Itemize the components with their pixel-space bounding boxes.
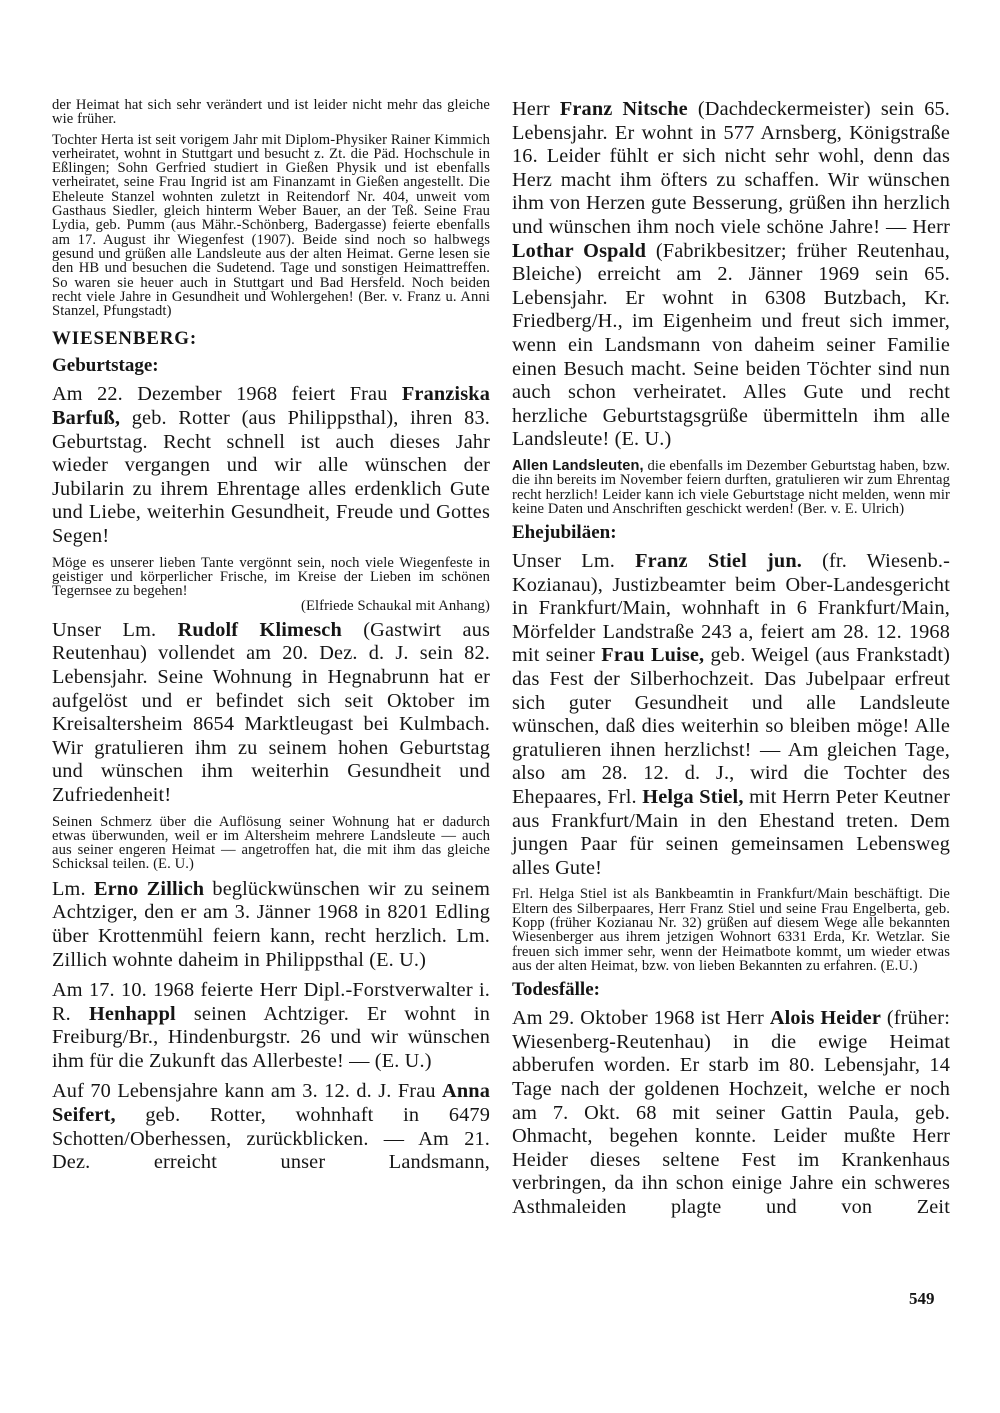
section-heading xyxy=(52,355,490,377)
text-run: beglückwünschen wir zu seinem Achtziger, den er am 3. Jänner 1968 in 8201 Edling über Krottenmühl feiern kann, recht herzlich. Lm. Zillich wohnte daheim in Philippsthal (E. U.) xyxy=(52,877,491,971)
section-heading xyxy=(52,328,490,350)
paragraph xyxy=(52,878,490,972)
text-run: Am 17. 10. 1968 feierte Herr Dipl.-Forstverwalter i. R. xyxy=(52,979,490,1025)
paragraph xyxy=(512,98,950,452)
name-highlight: Erno Zillich xyxy=(93,877,205,900)
text-run: Unser Lm. xyxy=(512,550,636,573)
signature: (Elfriede Schaukal mit Anhang) xyxy=(300,597,490,614)
page-number: 549 xyxy=(909,1289,935,1308)
name-highlight: Allen Landsleuten, xyxy=(512,457,644,474)
name-highlight: Franz Stiel jun. xyxy=(635,550,802,573)
text-run: (Gastwirt aus Reutenhau) vollendet am 20. Dez. d. J. sein 82. Lebensjahr. Seine Wohnung in Hegnabrunn hat er aufgelöst und er befindet sich seit Oktober im Kreisaltersheim 8654 Marktleugast bei Kulmbach. Wir gratulieren ihm zu seinem hohen Geburtstag und wünschen ihm weiterhin Gesundheit und Zufriedenheit! xyxy=(52,618,491,806)
name-highlight: Franziska Barfuß, xyxy=(52,383,490,430)
text-run: Lm. xyxy=(52,877,94,900)
text-run: Tochter Herta ist seit vorigem Jahr mit Diplom-Physiker Rainer Kimmich verheiratet, wohnt in Stuttgart und besucht z. Zt. die Päd. Hochschule in Eßlingen; Sohn Gerfried studiert in Gießen Physik und ist ebenfalls verheiratet, seine Frau Ingrid ist am Finanzamt in Gießen angestellt. Die Eheleute Stanzel wohnten zuletzt in Reitendorf Nr. 404, unweit vom Gasthaus Siedler, gleich hinterm Weber Bauer, an der Teß. Seine Frau Lydia, geb. Pumm (aus Mähr.-Schönberg, Badergasse) feierte ebenfalls am 17. August ihr Wiegenfest (1907). Beide sind noch so halbwegs gesund und grüßen alle Landsleute aus der alten Heimat. Gerne lesen sie den HB und besuchen die Sudetend. Tage und sonstigen Heimattreffen. So waren sie heuer auch in Stuttgart und Bad Hersfeld. Noch beiden recht viele Jahre in Gesundheit und Wohlergehen! (Ber. v. Franz u. Anni Stanzel, Pfungstadt) xyxy=(52,131,490,320)
paragraph xyxy=(52,619,490,808)
text-run: Unser Lm. xyxy=(52,618,178,641)
text-run: Seinen Schmerz über die Auflösung seiner Wohnung hat er dadurch etwas überwunden, weil er im Altersheim mehrere Landsleute — auch aus seiner engeren Heimat — angetroffen hat, die mit ihm das gleiche Schicksal teilen. (E. U.) xyxy=(52,813,490,873)
small-paragraph xyxy=(52,133,490,319)
text-run: Ehejubiläen: xyxy=(512,522,617,544)
paragraph xyxy=(512,550,950,880)
left-column xyxy=(52,98,490,1182)
text-run: Frl. Helga Stiel ist als Bankbeamtin in Frankfurt/Main beschäftigt. Die Eltern des Silberpaares, Herr Franz Stiel und seine Frau Engelberta, geb. Kopp (früher Kozianau Nr. 32) grüßen auf diesem Wege alle bekannten Wiesenberger aus ihrem jetzigen Wohnort 6331 Erda, Kr. Wetzlar. Sie freuen sich immer sehr, wenn der Heimatbote kommt, um wieder etwas aus der alten Heimat, bzw. von lieben Bekannten zu erfahren. (E.U.) xyxy=(512,886,950,974)
name-highlight: Henhappl xyxy=(88,1002,176,1025)
text-run: WIESENBERG: xyxy=(52,328,198,350)
paragraph xyxy=(52,383,490,548)
text-run: die ebenfalls im Dezember Geburtstag haben, bzw. die ihn bereits im November feiern durften, gratulieren wir zum Ehrentag recht herzlich! Leider kann ich viele Geburtstage nicht melden, wenn mir keine Daten und Anschriften geschickt werden! (Ber. v. E. Ulrich) xyxy=(512,457,950,517)
text-run: (früher: Wiesenberg-Reutenhau) in die ewige Heimat abberufen worden. Er starb im 80. Lebensjahr, 14 Tage nach der goldenen Hochzeit, welche er noch am 7. Okt. 68 mit seiner Gattin Paula, geb. Ohmacht, begehen konnte. Leider mußte Herr Heider dieses seltene Fest im Krankenhaus verbringen, da ihn schon einige Jahre ein schweres Asthmaleiden plagte und von Zeit xyxy=(512,1007,950,1218)
name-highlight: Helga Stiel, xyxy=(642,786,744,809)
small-paragraph xyxy=(52,815,490,872)
name-highlight: Rudolf Klimesch xyxy=(177,618,342,641)
text-run: mit Herrn Peter Keutner aus Frankfurt/Main in den Ehestand treten. Dem jungen Paar für seinen gemeinsamen Lebensweg alles Gute! xyxy=(512,786,950,879)
text-run: Geburtstage: xyxy=(52,355,159,377)
name-highlight: Anna Seifert, xyxy=(52,1080,490,1127)
text-run: Herr xyxy=(512,98,560,120)
text-run: Möge es unserer lieben Tante vergönnt sein, noch viele Wiegenfeste in geistiger und körperlicher Frische, im Kreise der Lieben im schönen Tegernsee zu begehen! xyxy=(52,554,490,600)
name-highlight: Lothar Ospald xyxy=(512,239,647,262)
name-highlight: Alois Heider xyxy=(769,1007,881,1030)
name-highlight: Franz Nitsche xyxy=(559,98,688,120)
text-run: der Heimat hat sich sehr verändert und ist leider nicht mehr das gleiche wie früher. xyxy=(52,97,490,128)
text-run: seinen Achtziger. Er wohnt in Freiburg/Br., Hindenburgstr. 26 und wir wünschen ihm für die Zukunft das Allerbeste! — (E. U.) xyxy=(52,1002,491,1072)
small-paragraph xyxy=(52,556,490,613)
text-run: Am 22. Dezember 1968 feiert Frau xyxy=(52,383,402,406)
text-run: (fr. Wiesenb.-Kozianau), Justizbeamter beim Ober-Landesgericht in Frankfurt/Main, wohnhaft in 6 Frankfurt/Main, Mörfelder Landstraße 243 a, feiert am 28. 12. 1968 mit seiner xyxy=(512,550,950,667)
text-run: Auf 70 Lebensjahre kann am 3. 12. d. J. Frau xyxy=(52,1080,443,1103)
text-run: geb. Rotter (aus Philippsthal), ihren 83. Geburtstag. Recht schnell ist auch dieses Jahr wieder vergangen und wir alle wünschen der Jubilarin zu ihrem Ehrentage alles erdenklich Gute und Liebe, weiterhin Gesundheit, Freude und Gottes Segen! xyxy=(52,407,490,548)
text-run: (Fabrikbesitzer; früher Reutenhau, Bleiche) erreicht am 2. Jänner 1969 sein 65. Lebensjahr. Er wohnt in 6308 Butzbach, Kr. Friedberg/H., im Eigenheim und freut sich immer, wenn ein Landsmann von daheim seiner Familie einen Besuch macht. Seine beiden Töchter sind nun auch schon verheiratet. Alles Gute und recht herzliche Geburtstagsgrüße übermitteln ihm alle Landsleute! (E. U.) xyxy=(512,239,950,451)
small-paragraph xyxy=(512,887,950,973)
text-run: (Dachdeckermeister) sein 65. Lebensjahr. Er wohnt in 577 Arnsberg, Königstraße 16. Leider fühlt er sich nicht sehr wohl, denn das Herz macht ihm öfters zu schaffen. Wir wünschen ihm von Herzen gute Besserung, grüßen ihn herzlich und wünschen ihm noch viele schöne Jahre! — Herr xyxy=(512,98,951,238)
section-heading xyxy=(512,522,950,544)
name-highlight: Frau Luise, xyxy=(601,644,705,667)
small-paragraph xyxy=(52,98,490,127)
small-paragraph xyxy=(512,459,950,516)
text-run: Am 29. Oktober 1968 ist Herr xyxy=(512,1007,770,1030)
paragraph xyxy=(52,979,490,1073)
paragraph xyxy=(512,1007,950,1219)
text-run: Todesfälle: xyxy=(512,979,600,1001)
text-run: geb. Rotter, wohnhaft in 6479 Schotten/Oberhessen, zurückblicken. — Am 21. Dez. erreicht unser Landsmann, xyxy=(52,1104,490,1174)
text-run: geb. Weigel (aus Frankstadt) das Fest der Silberhochzeit. Das Jubelpaar erfreut sich guter Gesundheit und alle Landsleute wünschen, daß dies weiterhin so bleiben möge! Alle gratulieren ihnen herzlichst! — Am gleichen Tage, also am 28. 12. d. J., wird die Tochter des Ehepaares, Frl. xyxy=(512,644,951,809)
paragraph xyxy=(52,1080,490,1174)
right-column xyxy=(512,98,950,1227)
section-heading xyxy=(512,979,950,1001)
